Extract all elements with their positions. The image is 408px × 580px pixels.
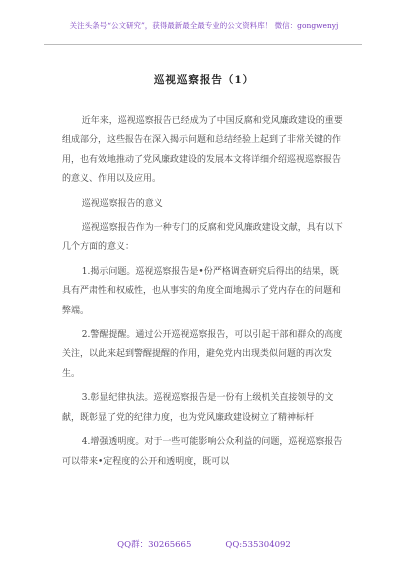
paragraph-point-4: 4.增强透明度。对于一些可能影响公众利益的问题，巡视巡察报告可以带来•定程度的公开和透明度，既可以: [62, 437, 343, 467]
paragraph-point-1: 1.揭示问题。巡视巡察报告是•份严格调查研究后得出的结果，既具有严肃性和权威性，也从事实的角度全面地揭示了党内存在的问题和弊端。: [62, 266, 342, 316]
header-promo-text: 关注头条号“公文研究”，获得最新最全最专业的公文资料库！ 微信：gongwenyj: [69, 21, 339, 30]
paragraph-intro: 近年来，巡视巡察报告已经成为了中国反腐和党风廉政建设的重要组成部分，这些报告在深入揭示问题和总结经验上起到了非常关键的作用，也有效地推动了党风廉政建设的发展本文将详细介绍巡视巡察报告的意义、作用以及应用。: [62, 116, 343, 185]
footer-qq-group: QQ群：30265665: [117, 540, 192, 550]
document-title: 巡视巡察报告（1）: [153, 74, 255, 86]
paragraph-point-2: 2.警醒提醒。通过公开巡视巡察报告，可以引起干部和群众的高度关注，以此来起到警醒提醒的作用，避免党内出现类似问题的再次发生。: [62, 330, 343, 379]
section-heading: 巡视巡察报告的意义: [81, 198, 163, 209]
footer-contact: [0, 538, 408, 550]
document-body: [62, 112, 346, 477]
footer-qq-number: QQ:535304092: [225, 540, 291, 550]
paragraph-point-3: 3.彰显纪律执法。巡视巡察报告是一份有上级机关直接领导的文献，既彰显了党的纪律力度，也为党风廉政建设树立了精神标杆: [62, 393, 334, 423]
paragraph-overview: 巡视巡察报告作为一种专门的反腐和党风廉政建设文献，具有以下几个方面的意义：: [62, 223, 343, 253]
header-divider: [44, 44, 362, 45]
